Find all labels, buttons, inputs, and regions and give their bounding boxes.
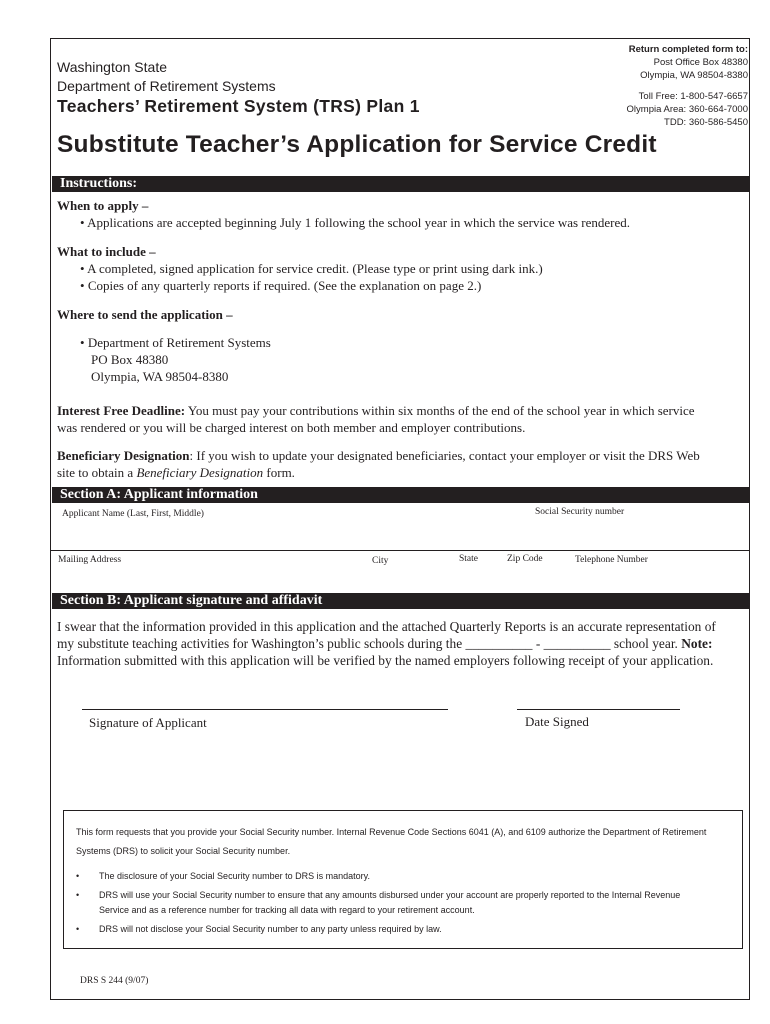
disclosure-bullet-marker: •: [76, 871, 80, 881]
note-label: Note:: [681, 636, 713, 651]
when-item-text: Applications are accepted beginning July 1 following the school year in which the service was rendered.: [87, 215, 631, 230]
affidavit-line: [57, 635, 712, 652]
return-city: Olympia, WA 98504-8380: [640, 70, 748, 81]
city-label: City: [372, 556, 389, 566]
where-heading: Where to send the application –: [57, 307, 233, 322]
address-line: Olympia, WA 98504-8380: [91, 369, 229, 384]
address-line: PO Box 48380: [91, 352, 169, 367]
interest-label: Interest Free Deadline:: [57, 403, 186, 418]
form-number: DRS S 244 (9/07): [80, 976, 149, 986]
zip-code-field[interactable]: [504, 567, 570, 591]
when-heading: When to apply –: [57, 198, 149, 213]
what-item-text: Copies of any quarterly reports if required. (See the explanation on page 2.): [87, 278, 482, 293]
org-state: Washington State: [57, 59, 167, 75]
interest-text: You must pay your contributions within six months of the end of the school year in which service: [185, 403, 695, 418]
affidavit-line: I swear that the information provided in this application and the attached Quarterly Reports is an accurate representation of: [57, 619, 716, 634]
what-item: • A completed, signed application for service credit. (Please type or print using dark ink.): [80, 261, 543, 276]
disclosure-bullet: DRS will use your Social Security number to ensure that any amounts disbursed under your account are properly reported to the Internal Revenue: [99, 890, 681, 900]
when-item: • Applications are accepted beginning July 1 following the school year in which the service was rendered.: [80, 215, 631, 230]
olympia-phone: Olympia Area: 360-664-7000: [626, 104, 748, 115]
interest-paragraph: [57, 402, 695, 419]
section-b-bar: Section B: Applicant signature and affidavit: [52, 593, 749, 609]
disclosure-intro: Systems (DRS) to solicit your Social Security number.: [76, 846, 291, 856]
tdd-phone: TDD: 360-586-5450: [664, 117, 748, 128]
return-heading: Return completed form to:: [628, 44, 748, 55]
state-label: State: [459, 554, 478, 564]
disclosure-bullet: Service and as a reference number for tracking all data with regard to your retirement account.: [99, 905, 475, 915]
section-a-bar: Section A: Applicant information: [52, 487, 749, 503]
mailing-address-field[interactable]: [58, 567, 358, 591]
form-title: Substitute Teacher’s Application for Service Credit: [57, 131, 657, 158]
affidavit-line: Information submitted with this application will be verified by the named employers following receipt of your application.: [57, 653, 714, 668]
section-a-divider: [51, 550, 749, 551]
disclosure-intro: This form requests that you provide your Social Security number. Internal Revenue Code Sections 6041 (A), and 6109 authorize the Department of Retirement: [76, 827, 707, 837]
address-line: • Department of Retirement Systems: [80, 335, 271, 350]
org-department: Department of Retirement Systems: [57, 78, 276, 94]
applicant-name-field[interactable]: [58, 522, 528, 550]
mailing-address-label: Mailing Address: [58, 555, 122, 565]
telephone-label: Telephone Number: [575, 555, 648, 565]
ssn-field[interactable]: [532, 520, 744, 550]
state-field[interactable]: [456, 567, 502, 591]
what-item-text: A completed, signed application for service credit. (Please type or print using dark ink.): [87, 261, 543, 276]
date-signed-line[interactable]: [517, 709, 680, 710]
beneficiary-text: : If you wish to update your designated beneficiaries, contact your employer or visit the DRS Web: [189, 448, 700, 463]
instructions-bar: Instructions:: [52, 176, 749, 192]
applicant-name-label: Applicant Name (Last, First, Middle): [62, 509, 204, 519]
affidavit-text: my substitute teaching activities for Washington’s public schools during the __________ - __________ school year.: [57, 636, 682, 651]
address-line-text: Department of Retirement Systems: [87, 335, 271, 350]
beneficiary-label: Beneficiary Designation: [57, 448, 190, 463]
signature-line[interactable]: [82, 709, 448, 710]
what-heading: What to include –: [57, 244, 156, 259]
what-item: • Copies of any quarterly reports if required. (See the explanation on page 2.): [80, 278, 482, 293]
interest-paragraph-line2: was rendered or you will be charged interest on both member and employer contributions.: [57, 420, 526, 435]
disclosure-bullet: DRS will not disclose your Social Security number to any party unless required by law.: [99, 924, 442, 934]
telephone-field[interactable]: [572, 567, 744, 591]
date-signed-label: Date Signed: [525, 714, 589, 729]
city-field[interactable]: [368, 567, 454, 591]
beneficiary-text: form.: [263, 465, 295, 480]
return-po-box: Post Office Box 48380: [653, 57, 748, 68]
signature-label: Signature of Applicant: [89, 715, 207, 730]
plan-name: Teachers’ Retirement System (TRS) Plan 1: [57, 96, 420, 116]
disclosure-bullet-marker: •: [76, 890, 80, 900]
beneficiary-text: site to obtain a: [57, 465, 137, 480]
disclosure-bullet: The disclosure of your Social Security number to DRS is mandatory.: [99, 871, 370, 881]
ssn-label: Social Security number: [535, 507, 625, 517]
toll-free-phone: Toll Free: 1-800-547-6657: [638, 91, 748, 102]
disclosure-bullet-marker: •: [76, 924, 80, 934]
zip-code-label: Zip Code: [507, 554, 543, 564]
beneficiary-paragraph-line2: [57, 464, 295, 481]
beneficiary-paragraph: [57, 447, 700, 464]
beneficiary-form-name: Beneficiary Designation: [136, 465, 264, 480]
